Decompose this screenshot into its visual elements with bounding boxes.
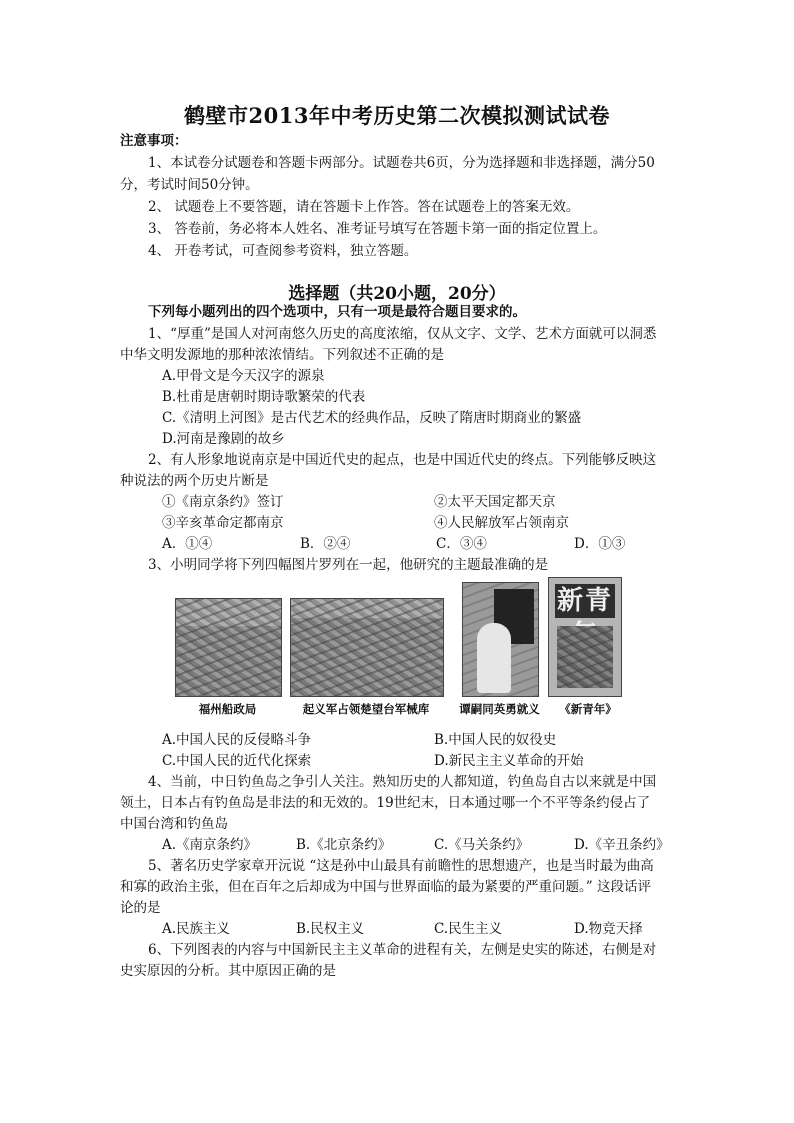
- image-caption: 《新青年》: [559, 702, 617, 716]
- option: A．①④: [162, 536, 213, 552]
- new-youth-magazine-cover: [548, 577, 622, 697]
- question-stem: 1、“厚重”是国人对河南悠久历史的高度浓缩，仅从文字、文学、艺术方面就可以洞悉: [148, 326, 657, 342]
- question-stem: 史实原因的分析。其中原因正确的是: [120, 963, 336, 979]
- option: A.民族主义: [162, 921, 231, 937]
- question-stem: 4、当前，中日钓鱼岛之争引人关注。熟知历史的人都知道，钓鱼岛自古以来就是中国: [148, 774, 657, 790]
- option: A.甲骨文是今天汉字的源泉: [162, 368, 325, 384]
- option: D．①③: [574, 536, 626, 552]
- tan-sitong-poster: [462, 582, 539, 697]
- image-caption: 福州船政局: [198, 702, 257, 716]
- option: C.中国人民的近代化探索: [162, 753, 312, 769]
- option: B.杜甫是唐朝时期诗歌繁荣的代表: [162, 389, 366, 405]
- page-title: 鹤壁市2013年中考历史第二次模拟测试试卷: [184, 103, 610, 128]
- option: C．③④: [436, 536, 487, 552]
- option: B.民权主义: [296, 921, 365, 937]
- option: D.物竞天择: [574, 921, 643, 937]
- option: D.《辛丑条约》: [574, 837, 670, 853]
- wuchang-uprising-photo: [290, 598, 444, 697]
- option: B．②④: [300, 536, 351, 552]
- notes-item: 1、本试卷分试题卷和答题卡两部分。试题卷共6页，分为选择题和非选择题，满分50: [148, 155, 655, 171]
- notes-item: 2、 试题卷上不要答题，请在答题卡上作答。答在试题卷上的答案无效。: [148, 199, 580, 215]
- question-stem: 5、著名历史学家章开沅说 “这是孙中山最具有前瞻性的思想遗产，也是当时最为曲高: [148, 858, 654, 874]
- notes-item: 4、 开卷考试，可查阅参考资料，独立答题。: [148, 243, 418, 259]
- magazine-title: 新青: [556, 586, 613, 616]
- question-stem: 领土，日本占有钓鱼岛是非法的和无效的。19世纪末，日本通过哪一个不平等条约侵占了: [120, 795, 651, 811]
- notes-heading: 注意事项：: [120, 133, 188, 149]
- option: A.中国人民的反侵略斗争: [162, 732, 312, 748]
- question-stem: 中华文明发源地的那种浓浓情结。下列叙述不正确的是: [120, 347, 444, 363]
- question-stem: 中国台湾和钓鱼岛: [120, 816, 228, 832]
- option: A.《南京条约》: [162, 837, 258, 853]
- option: C.《清明上河图》是古代艺术的经典作品，反映了隋唐时期商业的繁盛: [162, 410, 582, 426]
- option: D.新民主主义革命的开始: [434, 753, 584, 769]
- notes-item: 3、 答卷前，务必将本人姓名、准考证号填写在答题卡第一面的指定位置上。: [148, 221, 607, 237]
- question-stem: 论的是: [120, 900, 161, 916]
- fuzhou-shipyard-photo: [175, 598, 282, 697]
- statement-item: ③辛亥革命定都南京: [162, 515, 284, 531]
- option: B.《北京条约》: [296, 837, 392, 853]
- section-instruction: 下列每小题列出的四个选项中，只有一项是最符合题目要求的。: [148, 304, 526, 320]
- question-stem: 2、有人形象地说南京是中国近代史的起点，也是中国近代史的终点。下列能够反映这: [148, 452, 657, 468]
- option: B.中国人民的奴役史: [434, 732, 557, 748]
- question-stem: 和寡的政治主张，但在百年之后却成为中国与世界面临的最为紧要的严重问题。” 这段话评: [120, 879, 651, 895]
- option: C.《马关条约》: [434, 837, 530, 853]
- statement-item: ①《南京条约》签订: [162, 494, 284, 510]
- image-caption: 起义军占领楚望台军械库: [302, 702, 430, 716]
- question-stem: 3、小明同学将下列四幅图片罗列在一起，他研究的主题最准确的是: [148, 557, 549, 573]
- notes-item: 分，考试时间50分钟。: [120, 177, 259, 193]
- question-stem: 种说法的两个历史片断是: [120, 473, 269, 489]
- option: C.民生主义: [434, 921, 503, 937]
- image-caption: 谭嗣同英勇就义: [459, 702, 540, 716]
- section-title: 选择题（共20小题，20分）: [288, 284, 506, 304]
- question-stem: 6、下列图表的内容与中国新民主主义革命的进程有关，左侧是史实的陈述，右侧是对: [148, 942, 657, 958]
- option: D.河南是豫剧的故乡: [162, 431, 285, 447]
- statement-item: ②太平天国定都天京: [434, 494, 556, 510]
- statement-item: ④人民解放军占领南京: [434, 515, 569, 531]
